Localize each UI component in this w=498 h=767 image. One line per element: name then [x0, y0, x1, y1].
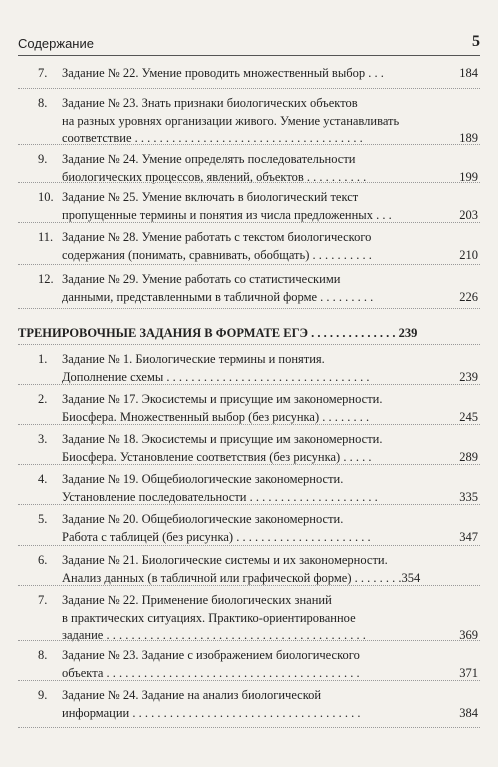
entry-page-number: 289 — [459, 449, 478, 464]
entry-text-line: Анализ данных (в табличной или графической форме) . . . . . . . .354 — [62, 570, 421, 585]
entry-text-line: Работа с таблицей (без рисунка) . . . . . . . . . . . . . . . . . . . . . . — [62, 529, 371, 544]
entry-text-line: Задание № 19. Общебиологические закономерности. — [62, 472, 344, 486]
entry-text-line: содержания (понимать, сравнивать, обобщать) . . . . . . . . . . — [62, 247, 372, 262]
entry-number: 6. — [38, 553, 48, 567]
page-header — [18, 33, 480, 56]
section-heading[interactable]: ТРЕНИРОВОЧНЫЕ ЗАДАНИЯ В ФОРМАТЕ ЕГЭ . . . . . . . . . . . . . . 239 — [18, 326, 418, 340]
entry-text-line: данными, представленными в табличной форме . . . . . . . . . — [62, 289, 374, 304]
entry-number: 7. — [38, 66, 48, 80]
entry-divider — [18, 640, 480, 641]
entry-page-number: 189 — [459, 131, 478, 145]
entry-text-line: пропущенные термины и понятия из числа предложенных . . . — [62, 207, 392, 222]
entry-divider — [18, 344, 480, 345]
entry-number: 11. — [38, 230, 54, 244]
entry-page-number: 384 — [459, 705, 478, 720]
entry-divider — [18, 504, 480, 505]
entry-text-line: Задание № 20. Общебиологические закономерности. — [62, 512, 344, 526]
entry-text-line: Задание № 24. Умение определять последовательности — [62, 152, 356, 166]
entry-text-line: Биосфера. Установление соответствия (без рисунка) . . . . . — [62, 449, 372, 464]
entry-number: 12. — [38, 272, 54, 286]
entry-number: 8. — [38, 648, 48, 662]
entry-number: 9. — [38, 688, 48, 702]
page-number: 5 — [472, 33, 480, 50]
entry-text-line: Биосфера. Множественный выбор (без рисунка) . . . . . . . . — [62, 409, 370, 424]
entry-divider — [18, 182, 480, 183]
entry-text-line: Задание № 25. Умение включать в биологический текст — [62, 190, 359, 204]
entry-page-number: 239 — [459, 369, 478, 384]
entry-page-number: 371 — [459, 665, 478, 680]
entry-divider — [18, 424, 480, 425]
entry-divider — [18, 264, 480, 265]
entry-text-line: Задание № 23. Знать признаки биологических объектов — [62, 96, 358, 110]
entry-page-number: 210 — [459, 247, 478, 262]
entry-page-number: 199 — [459, 169, 478, 184]
entry-text-line: Задание № 23. Задание с изображением биологического — [62, 648, 360, 662]
entry-text-line: Установление последовательности . . . . . . . . . . . . . . . . . . . . . — [62, 489, 378, 504]
entry-number: 5. — [38, 512, 48, 526]
entry-text-line: объекта . . . . . . . . . . . . . . . . . . . . . . . . . . . . . . . . . . . . . . . . . — [62, 665, 360, 680]
entry-divider — [18, 384, 480, 385]
entry-divider — [18, 545, 480, 546]
entry-number: 8. — [38, 96, 48, 110]
entry-text-line: биологических процессов, явлений, объектов . . . . . . . . . . — [62, 169, 367, 184]
entry-text-line: в практических ситуациях. Практико-ориентированное — [62, 610, 356, 625]
entry-number: 4. — [38, 472, 48, 486]
entry-number: 1. — [38, 352, 48, 366]
entry-text-line: Задание № 28. Умение работать с текстом биологического — [62, 230, 372, 244]
entry-text-line: информации . . . . . . . . . . . . . . . . . . . . . . . . . . . . . . . . . . . . . — [62, 705, 361, 720]
entry-page-number: 226 — [459, 289, 478, 304]
entry-divider — [18, 585, 480, 586]
entry-number: 3. — [38, 432, 48, 446]
entry-text-line: задание . . . . . . . . . . . . . . . . . . . . . . . . . . . . . . . . . . . . . . . . . . — [62, 628, 366, 642]
entry-divider — [18, 727, 480, 728]
entry-text-line: Задание № 24. Задание на анализ биологической — [62, 688, 322, 702]
entry-page-number: 347 — [459, 529, 478, 544]
entry-number: 2. — [38, 392, 48, 406]
entry-divider — [18, 308, 480, 309]
entry-page-number: 184 — [459, 66, 478, 80]
entry-divider — [18, 680, 480, 681]
entry-divider — [18, 222, 480, 223]
entry-number: 9. — [38, 152, 48, 166]
entry-number: 7. — [38, 593, 48, 607]
entry-text-line: Задание № 29. Умение работать со статистическими — [62, 272, 341, 286]
entry-divider — [18, 464, 480, 465]
entry-page-number: 335 — [459, 489, 478, 504]
entry-page-number: 203 — [459, 207, 478, 222]
entry-text-line: Задание № 22. Умение проводить множественный выбор . . . — [62, 66, 384, 80]
entry-text-line: Задание № 1. Биологические термины и понятия. — [62, 352, 325, 366]
entry-text-line: Задание № 21. Биологические системы и их закономерности. — [62, 553, 388, 567]
entry-text-line: соответствие . . . . . . . . . . . . . . . . . . . . . . . . . . . . . . . . . . . . . — [62, 131, 363, 145]
entry-text-line: Дополнение схемы . . . . . . . . . . . . . . . . . . . . . . . . . . . . . . . . . — [62, 369, 370, 384]
entry-text-line: Задание № 22. Применение биологических знаний — [62, 593, 332, 607]
entry-divider — [18, 144, 480, 145]
entry-number: 10. — [38, 190, 54, 204]
entry-text-line: Задание № 18. Экосистемы и присущие им закономерности. — [62, 432, 383, 446]
entry-divider — [18, 88, 480, 89]
entry-text-line: Задание № 17. Экосистемы и присущие им закономерности. — [62, 392, 383, 406]
entry-page-number: 245 — [459, 409, 478, 424]
entry-page-number: 369 — [459, 628, 478, 642]
header-title: Содержание — [18, 36, 94, 51]
entry-text-line: на разных уровнях организации живого. Умение устанавливать — [62, 113, 400, 128]
